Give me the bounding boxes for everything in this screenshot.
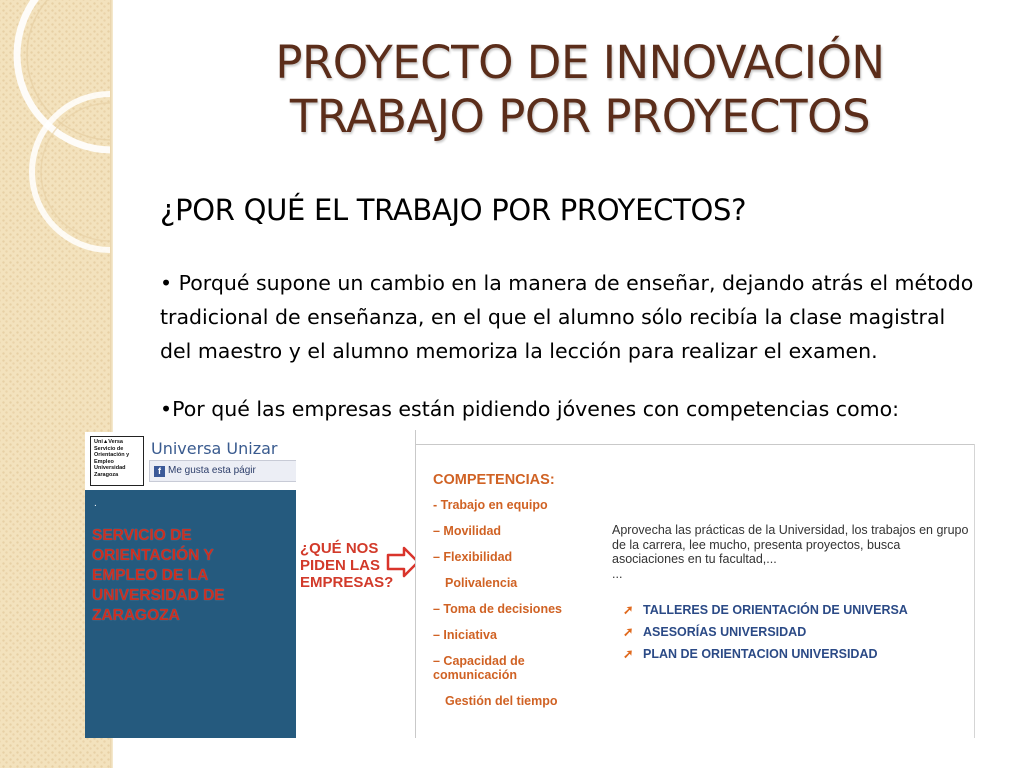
- orange-arrow-icon: ➚: [623, 647, 634, 661]
- list-item: – Movilidad: [433, 524, 502, 538]
- organization-name: [92, 526, 292, 626]
- advice-text: [612, 523, 972, 581]
- link-label: TALLERES DE ORIENTACIÓN DE UNIVERSA: [643, 603, 908, 617]
- title-line-1: PROYECTO DE INNOVACIÓN: [275, 36, 885, 89]
- list-item: – Iniciativa: [433, 628, 497, 642]
- competencias-screenshot: [415, 430, 975, 738]
- frame-border: [415, 444, 975, 445]
- dot-marker: .: [94, 498, 97, 509]
- list-item: Gestión del tiempo: [445, 694, 558, 708]
- frame-border: [974, 444, 975, 738]
- orange-arrow-icon: ➚: [623, 603, 634, 617]
- competencias-heading: COMPETENCIAS:: [433, 472, 555, 488]
- frame-border: [415, 430, 416, 738]
- org-line: UNIVERSIDAD DE: [92, 587, 225, 604]
- question-line: PIDEN LAS: [300, 557, 381, 574]
- slide-title: [160, 36, 1000, 144]
- universa-screenshot: [85, 432, 296, 738]
- orientation-links: [623, 602, 908, 668]
- facebook-like-button[interactable]: [149, 460, 296, 482]
- link-plan-orientacion[interactable]: [623, 646, 908, 668]
- list-item: - Trabajo en equipo: [433, 498, 548, 512]
- title-line-2: TRABAJO POR PROYECTOS: [289, 90, 871, 143]
- competencias-list: [433, 498, 583, 720]
- org-line: SERVICIO DE: [92, 527, 192, 544]
- bullet-cambio-ensenanza: • Porqué supone un cambio en la manera de enseñar, dejando atrás el método tradicional de enseñanza, en el que el alumno sólo recibía la clase magistral del maestro y el alumno memoriza la lección para realizar el examen.: [160, 271, 974, 363]
- list-item: Polivalencia: [445, 576, 518, 590]
- slide-subtitle: ¿POR QUÉ EL TRABAJO POR PROYECTOS?: [160, 193, 747, 227]
- facebook-icon: f: [154, 466, 165, 477]
- list-item: – Capacidad de comunicación: [433, 654, 525, 682]
- question-line: ¿QUÉ NOS: [300, 540, 379, 557]
- link-label: PLAN DE ORIENTACION UNIVERSIDAD: [643, 647, 878, 661]
- list-item: – Flexibilidad: [433, 550, 513, 564]
- universa-logo: Uni▲Versa Servicio de Orientación y Empleo Universidad Zaragoza: [90, 436, 144, 486]
- link-label: ASESORÍAS UNIVERSIDAD: [643, 625, 807, 639]
- universa-brand: Universa Unizar: [151, 439, 278, 458]
- org-line: EMPLEO DE LA: [92, 567, 209, 584]
- link-talleres[interactable]: [623, 602, 908, 624]
- question-line: EMPRESAS?: [300, 574, 394, 591]
- org-line: ZARAGOZA: [92, 607, 180, 624]
- orange-arrow-icon: ➚: [623, 625, 634, 639]
- link-asesorias[interactable]: [623, 624, 908, 646]
- advice-body: Aprovecha las prácticas de la Universidad, los trabajos en grupo de la carrera, lee mucho, presenta proyectos, busca asociaciones en tu facultad,...: [612, 523, 969, 566]
- bullet-empresas-competencias: •Por qué las empresas están pidiendo jóvenes con competencias como:: [160, 397, 900, 421]
- facebook-like-label: Me gusta esta págir: [168, 465, 256, 476]
- advice-ellipsis: ...: [612, 566, 623, 581]
- org-line: ORIENTACIÓN Y: [92, 547, 214, 564]
- list-item: – Toma de decisiones: [433, 602, 562, 616]
